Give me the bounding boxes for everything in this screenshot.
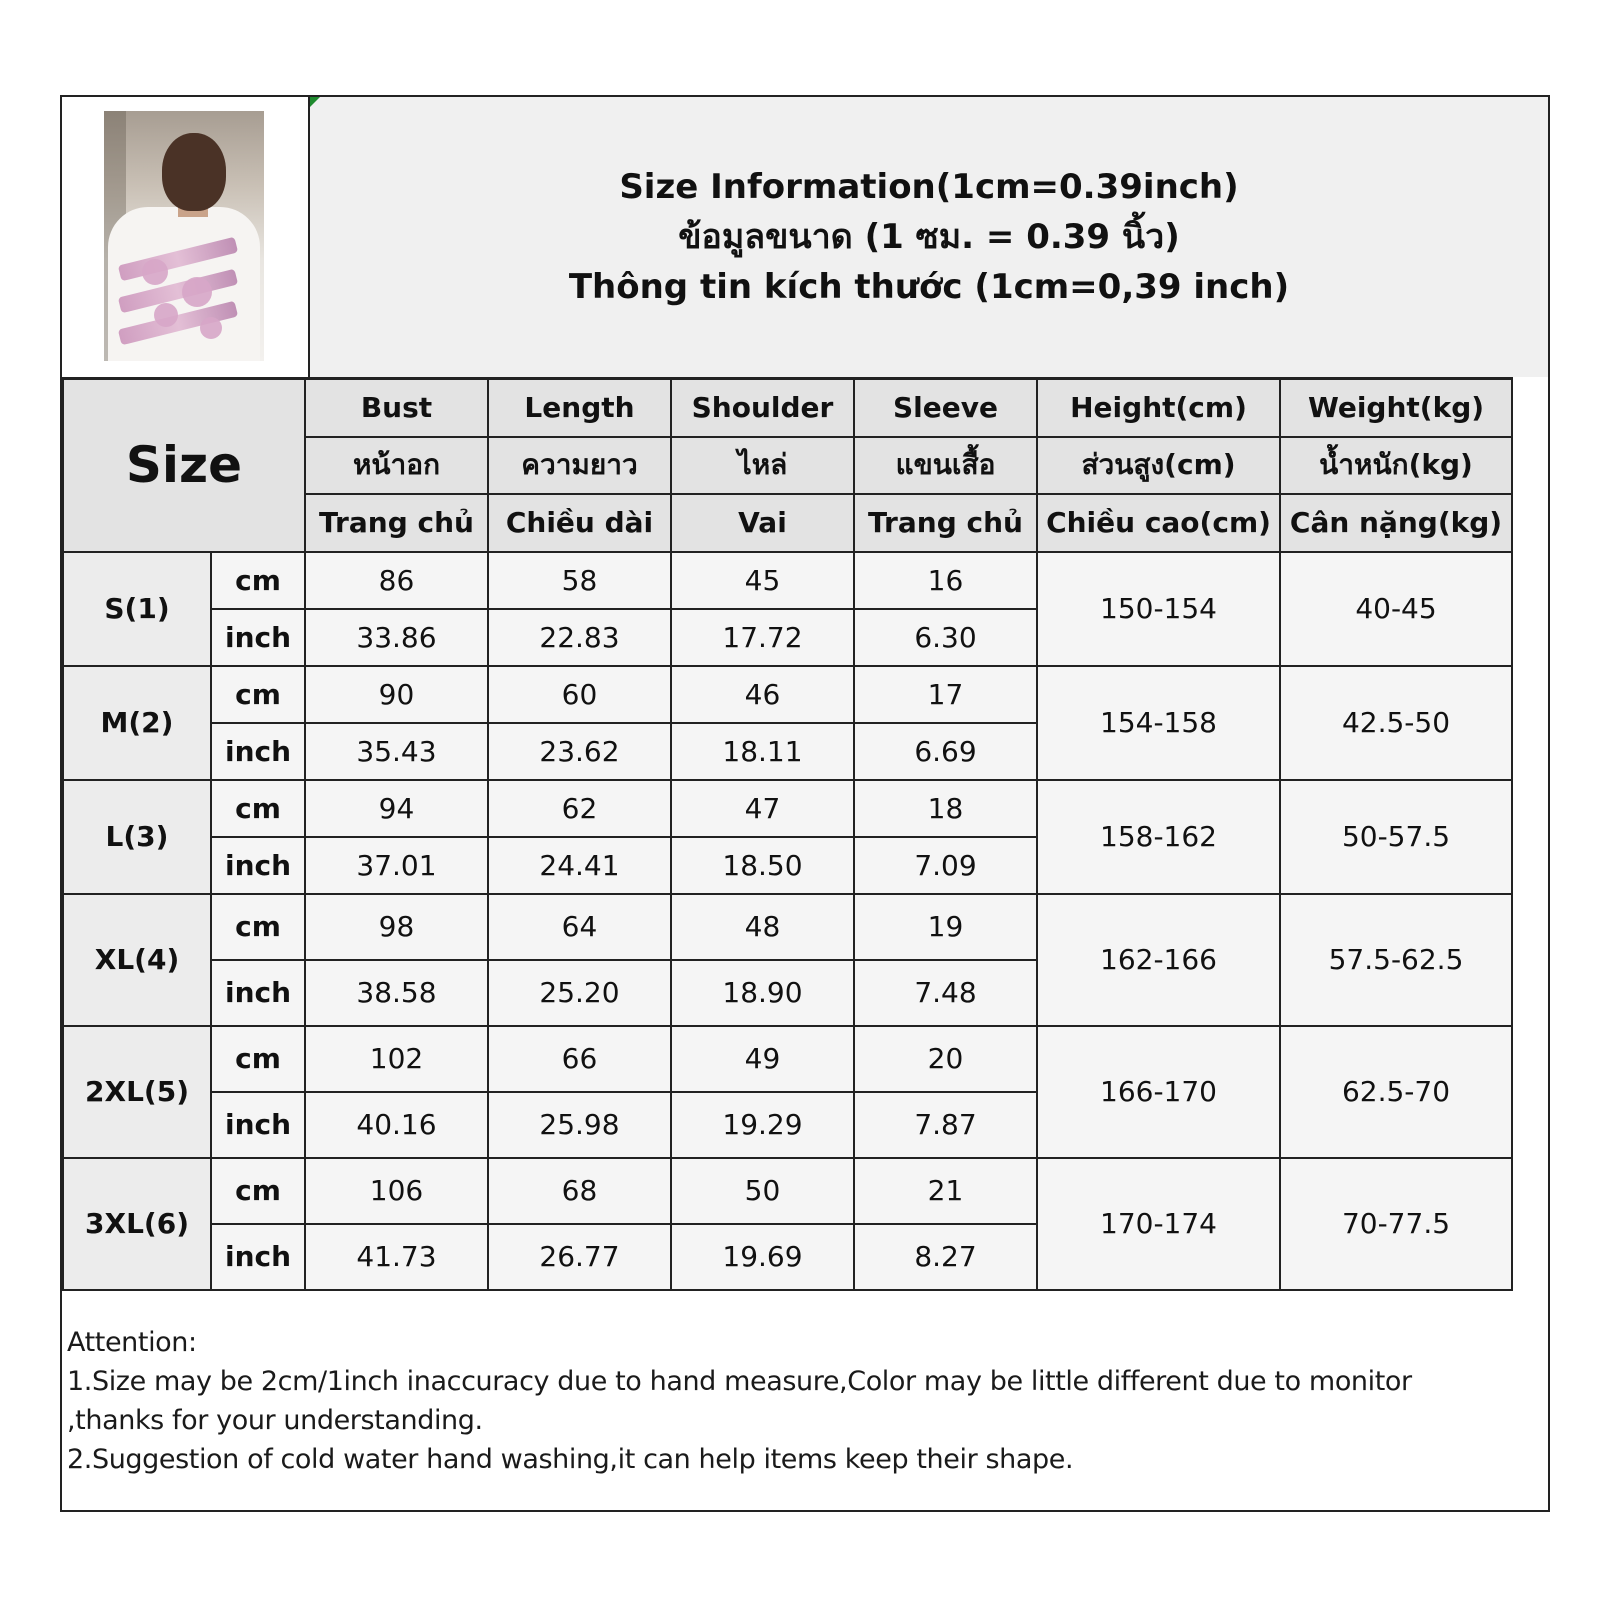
- inch-value: 26.77: [488, 1224, 671, 1290]
- table-row: [63, 780, 1512, 837]
- inch-value: 24.41: [488, 837, 671, 894]
- height-range: 158-162: [1037, 780, 1280, 894]
- product-photo-cell: [62, 97, 310, 377]
- cm-value: 19: [854, 894, 1037, 960]
- weight-range: 62.5-70: [1280, 1026, 1512, 1158]
- inch-value: 19.29: [671, 1092, 854, 1158]
- unit-inch-label: inch: [211, 609, 305, 666]
- cm-value: 45: [671, 552, 854, 609]
- cm-value: 68: [488, 1158, 671, 1224]
- unit-inch-label: inch: [211, 960, 305, 1026]
- inch-value: 37.01: [305, 837, 488, 894]
- col-header-en: Length: [488, 379, 671, 437]
- size-label: L(3): [63, 780, 211, 894]
- cm-value: 86: [305, 552, 488, 609]
- inch-value: 38.58: [305, 960, 488, 1026]
- cm-value: 62: [488, 780, 671, 837]
- inch-value: 41.73: [305, 1224, 488, 1290]
- weight-range: 42.5-50: [1280, 666, 1512, 780]
- height-range: 150-154: [1037, 552, 1280, 666]
- size-label: M(2): [63, 666, 211, 780]
- inch-value: 8.27: [854, 1224, 1037, 1290]
- col-header-th: ความยาว: [488, 437, 671, 494]
- table-row: [63, 894, 1512, 960]
- weight-range: 50-57.5: [1280, 780, 1512, 894]
- inch-value: 40.16: [305, 1092, 488, 1158]
- inch-value: 18.11: [671, 723, 854, 780]
- height-range: 154-158: [1037, 666, 1280, 780]
- table-row: [63, 1026, 1512, 1092]
- inch-value: 19.69: [671, 1224, 854, 1290]
- unit-inch-label: inch: [211, 1224, 305, 1290]
- cm-value: 16: [854, 552, 1037, 609]
- unit-cm-label: cm: [211, 666, 305, 723]
- col-header-en: Weight(kg): [1280, 379, 1512, 437]
- unit-cm-label: cm: [211, 1026, 305, 1092]
- size-label: S(1): [63, 552, 211, 666]
- title-thai: ข้อมูลขนาด (1 ซม. = 0.39 นิ้ว): [678, 217, 1180, 257]
- unit-cm-label: cm: [211, 780, 305, 837]
- cm-value: 17: [854, 666, 1037, 723]
- tshirt-model-photo-icon: [104, 111, 264, 361]
- cm-value: 48: [671, 894, 854, 960]
- note-line: Attention:: [67, 1327, 197, 1358]
- cm-value: 98: [305, 894, 488, 960]
- cm-value: 66: [488, 1026, 671, 1092]
- inch-value: 22.83: [488, 609, 671, 666]
- size-label: 3XL(6): [63, 1158, 211, 1290]
- height-range: 170-174: [1037, 1158, 1280, 1290]
- inch-value: 6.30: [854, 609, 1037, 666]
- inch-value: 17.72: [671, 609, 854, 666]
- col-header-vi: Trang chủ: [305, 494, 488, 552]
- cm-value: 18: [854, 780, 1037, 837]
- size-label: XL(4): [63, 894, 211, 1026]
- title-vietnamese: Thông tin kích thước (1cm=0,39 inch): [568, 267, 1290, 307]
- note-line: ,thanks for your understanding.: [67, 1405, 483, 1436]
- weight-range: 40-45: [1280, 552, 1512, 666]
- col-header-vi: Vai: [671, 494, 854, 552]
- cm-value: 49: [671, 1026, 854, 1092]
- height-range: 162-166: [1037, 894, 1280, 1026]
- unit-cm-label: cm: [211, 552, 305, 609]
- corner-marker-icon: [310, 97, 320, 107]
- inch-value: 35.43: [305, 723, 488, 780]
- size-label: 2XL(5): [63, 1026, 211, 1158]
- col-header-vi: Chiều cao(cm): [1037, 494, 1280, 552]
- cm-value: 106: [305, 1158, 488, 1224]
- col-header-en: Sleeve: [854, 379, 1037, 437]
- cm-value: 60: [488, 666, 671, 723]
- inch-value: 25.98: [488, 1092, 671, 1158]
- unit-inch-label: inch: [211, 1092, 305, 1158]
- title-english: Size Information(1cm=0.39inch): [619, 167, 1239, 207]
- col-header-th: น้ำหนัก(kg): [1280, 437, 1512, 494]
- col-header-th: หน้าอก: [305, 437, 488, 494]
- col-header-en: Height(cm): [1037, 379, 1280, 437]
- inch-value: 33.86: [305, 609, 488, 666]
- table-row: [63, 552, 1512, 609]
- unit-cm-label: cm: [211, 1158, 305, 1224]
- inch-value: 7.48: [854, 960, 1037, 1026]
- col-header-th: แขนเสื้อ: [854, 437, 1037, 494]
- cm-value: 47: [671, 780, 854, 837]
- col-header-vi: Cân nặng(kg): [1280, 494, 1512, 552]
- col-header-th: ไหล่: [671, 437, 854, 494]
- height-range: 166-170: [1037, 1026, 1280, 1158]
- cm-value: 64: [488, 894, 671, 960]
- cm-value: 50: [671, 1158, 854, 1224]
- unit-inch-label: inch: [211, 837, 305, 894]
- table-row: [63, 1158, 1512, 1224]
- inch-value: 18.50: [671, 837, 854, 894]
- inch-value: 18.90: [671, 960, 854, 1026]
- note-line: 2.Suggestion of cold water hand washing,it can help items keep their shape.: [67, 1444, 1074, 1475]
- size-header: Size: [63, 379, 305, 552]
- cm-value: 58: [488, 552, 671, 609]
- inch-value: 23.62: [488, 723, 671, 780]
- size-table: [62, 377, 1513, 1291]
- cm-value: 46: [671, 666, 854, 723]
- inch-value: 7.09: [854, 837, 1037, 894]
- size-chart-sheet: [60, 95, 1550, 1512]
- note-line: 1.Size may be 2cm/1inch inaccuracy due to hand measure,Color may be little different due to monitor: [67, 1366, 1412, 1397]
- cm-value: 94: [305, 780, 488, 837]
- cm-value: 21: [854, 1158, 1037, 1224]
- col-header-en: Bust: [305, 379, 488, 437]
- size-information-title: [310, 97, 1548, 377]
- weight-range: 70-77.5: [1280, 1158, 1512, 1290]
- table-row: [63, 666, 1512, 723]
- cm-value: 20: [854, 1026, 1037, 1092]
- attention-notes: [62, 1319, 1548, 1510]
- inch-value: 7.87: [854, 1092, 1037, 1158]
- col-header-en: Shoulder: [671, 379, 854, 437]
- cm-value: 90: [305, 666, 488, 723]
- col-header-th: ส่วนสูง(cm): [1037, 437, 1280, 494]
- unit-inch-label: inch: [211, 723, 305, 780]
- inch-value: 6.69: [854, 723, 1037, 780]
- col-header-vi: Chiều dài: [488, 494, 671, 552]
- col-header-vi: Trang chủ: [854, 494, 1037, 552]
- unit-cm-label: cm: [211, 894, 305, 960]
- weight-range: 57.5-62.5: [1280, 894, 1512, 1026]
- inch-value: 25.20: [488, 960, 671, 1026]
- cm-value: 102: [305, 1026, 488, 1092]
